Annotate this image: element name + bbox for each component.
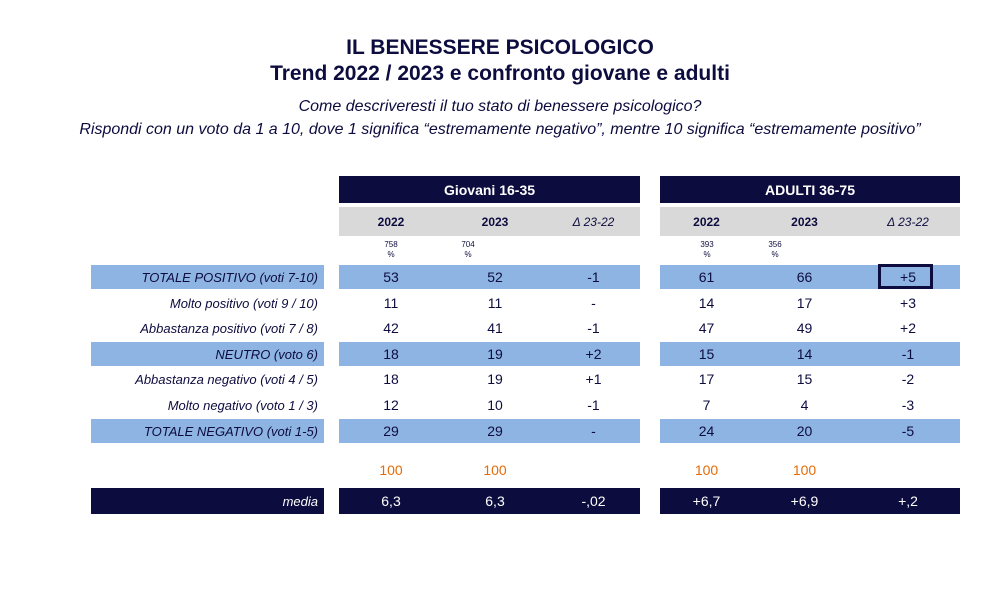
- row-label-molto-negativo: Molto negativo (voto 1 / 3): [167, 397, 318, 413]
- table-cell: 49: [796, 320, 813, 336]
- table-cell: 47: [698, 320, 715, 336]
- adult-col-delta: Δ 23-22: [887, 215, 929, 229]
- table-cell: 14: [698, 295, 715, 311]
- adult-total-2023: 100: [792, 462, 817, 478]
- table-cell: 24: [698, 423, 715, 439]
- row-label-neutro: NEUTRO (voto 6): [215, 346, 318, 362]
- adult-group-title: ADULTI 36-75: [765, 181, 855, 198]
- media-young-2023: 6,3: [485, 493, 505, 509]
- adult-col-2023: 2023: [791, 215, 818, 229]
- table-cell: 29: [487, 423, 503, 439]
- table-cell: -1: [587, 397, 600, 413]
- table-cell: 17: [698, 371, 715, 387]
- table-cell: -1: [587, 269, 600, 285]
- media-young-delta: -,02: [581, 493, 606, 509]
- table-cell: 11: [487, 295, 503, 311]
- table-cell: 19: [487, 346, 503, 362]
- table-cell: 19: [487, 371, 503, 387]
- table-cell: +5: [900, 269, 916, 285]
- young-col-2022: 2022: [377, 215, 405, 229]
- table-cell: 17: [796, 295, 813, 311]
- row-label-totale-negativo: TOTALE NEGATIVO (voti 1-5): [143, 423, 318, 439]
- table-cell: 12: [383, 397, 399, 413]
- table-cell: +3: [900, 295, 916, 311]
- table-cell: 7: [702, 397, 711, 413]
- table-cell: 11: [383, 295, 399, 311]
- table-cell: 4: [800, 397, 809, 413]
- row-label-abbastanza-negativo: Abbastanza negativo (voti 4 / 5): [135, 371, 318, 387]
- table-cell: -: [591, 423, 596, 439]
- table-cell: -2: [901, 371, 915, 387]
- row-label-molto-positivo: Molto positivo (voti 9 / 10): [169, 295, 318, 311]
- table-cell: -1: [901, 346, 915, 362]
- young-base-2022: 758 %: [384, 240, 398, 259]
- table-cell: 66: [796, 269, 813, 285]
- table-cell: -5: [901, 423, 915, 439]
- table-cell: +1: [585, 371, 602, 387]
- survey-instruction: Rispondi con un voto da 1 a 10, dove 1 significa “estremamente negativo”, mentre 10 significa “estremamente positivo”: [79, 121, 921, 138]
- row-label-totale-positivo: TOTALE POSITIVO (voti 7-10): [141, 269, 318, 285]
- table-cell: 61: [698, 269, 715, 285]
- table-cell: 29: [383, 423, 399, 439]
- young-total-2023: 100: [483, 462, 507, 478]
- adult-base-2023: 356 %: [768, 240, 782, 259]
- table-cell: -: [591, 295, 596, 311]
- adult-base-2022: 393 %: [700, 240, 714, 259]
- table-cell: 52: [487, 269, 503, 285]
- table-cell: 14: [796, 346, 813, 362]
- highlight-box: [878, 264, 933, 289]
- table-cell: +2: [900, 320, 916, 336]
- table-cell: 15: [796, 371, 813, 387]
- table-cell: 53: [383, 269, 399, 285]
- table-cell: 20: [796, 423, 813, 439]
- media-adult-delta: +,2: [898, 493, 918, 509]
- young-base-2023: 704 %: [461, 240, 475, 259]
- adult-col-2022: 2022: [693, 215, 720, 229]
- media-adult-2022: +6,7: [692, 493, 721, 509]
- adult-total-2022: 100: [694, 462, 719, 478]
- table-cell: 41: [487, 320, 503, 336]
- young-total-2022: 100: [379, 462, 403, 478]
- survey-question: Come descriveresti il tuo stato di benessere psicologico?: [298, 98, 702, 115]
- page-title: IL BENESSERE PSICOLOGICO: [346, 36, 654, 59]
- table-cell: 10: [487, 397, 503, 413]
- table-cell: 42: [383, 320, 399, 336]
- young-group-title: Giovani 16-35: [443, 181, 536, 198]
- media-young-2022: 6,3: [381, 493, 401, 509]
- row-label-abbastanza-positivo: Abbastanza positivo (voti 7 / 8): [140, 320, 318, 336]
- table-cell: 15: [698, 346, 715, 362]
- young-col-delta: Δ 23-22: [572, 215, 615, 229]
- table-cell: +2: [585, 346, 602, 362]
- media-adult-2023: +6,9: [790, 493, 819, 509]
- table-cell: 18: [383, 371, 399, 387]
- table-cell: 18: [383, 346, 399, 362]
- table-cell: -1: [587, 320, 600, 336]
- young-col-2023: 2023: [481, 215, 509, 229]
- table-cell: -3: [901, 397, 915, 413]
- page-subtitle: Trend 2022 / 2023 e confronto giovane e adulti: [270, 62, 730, 85]
- media-label: media: [282, 493, 318, 509]
